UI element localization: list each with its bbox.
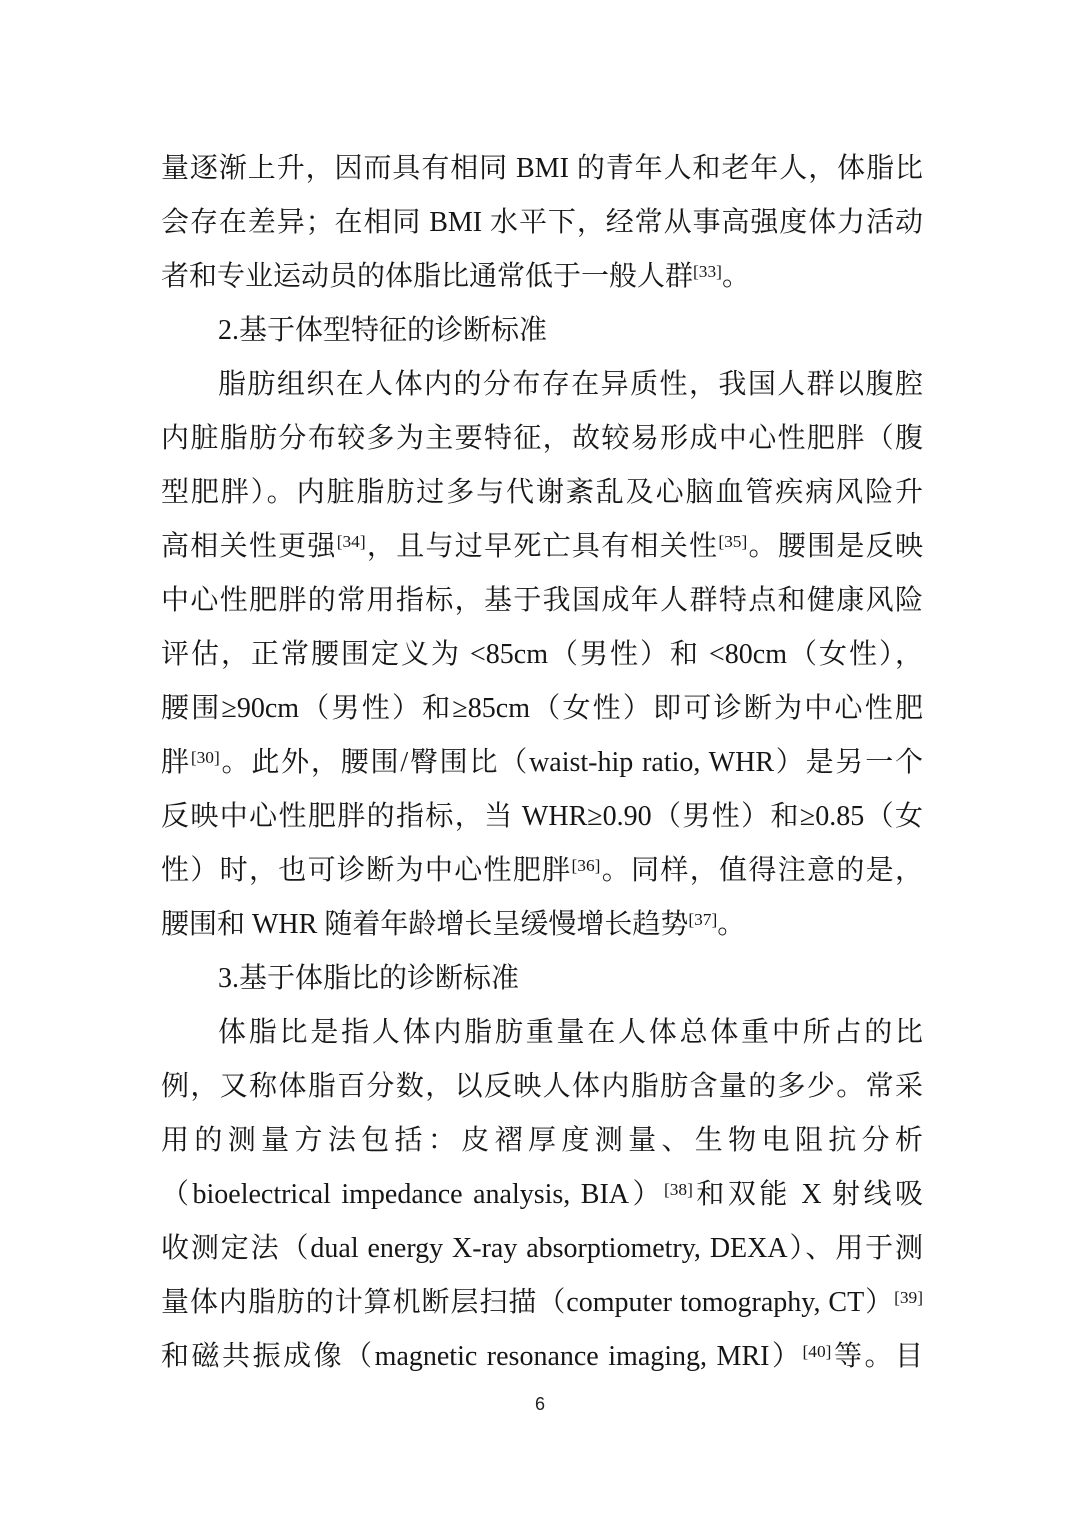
text-line [161,412,923,466]
citation-ref: [40] [802,1342,832,1362]
text-segment: 会存在差异；在相同 BMI 水平下，经常从事高强度体力活动 [161,207,923,238]
text-segment: 等。目 [831,1341,923,1372]
text-segment: 用的测量方法包括：皮褶厚度测量、生物电阻抗分析 [161,1125,923,1156]
text-segment: 评估，正常腰围定义为 <85cm（男性）和 <80cm（女性）， [161,639,923,670]
text-segment: 和双能 X 射线吸 [692,1179,923,1210]
text-line [161,1222,923,1276]
text-line [161,250,923,304]
text-segment: 。 [717,909,746,940]
citation-ref: [34] [336,532,366,552]
text-segment: 量体内脂肪的计算机断层扫描（computer tomography, CT） [161,1287,895,1318]
citation-ref: [37] [688,910,718,930]
text-line [161,898,923,952]
text-segment: 型肥胖）。内脏脂肪过多与代谢紊乱及心脑血管疾病风险升 [161,477,923,508]
text-line [161,304,923,358]
text-line [161,574,923,628]
text-line [161,790,923,844]
text-line [161,628,923,682]
text-line [161,520,923,574]
citation-ref: [38] [663,1180,693,1200]
text-segment: 体脂比是指人体内脂肪重量在人体总体重中所占的比 [218,1017,923,1048]
document-body [161,142,923,1384]
citation-ref: [33] [693,262,722,282]
text-segment: 2.基于体型特征的诊断标准 [218,315,548,346]
text-segment: 。 [721,261,750,292]
text-segment: 。此外，腰围/臀围比（waist-hip ratio, WHR）是另一个 [219,747,923,778]
text-line [161,466,923,520]
text-line [161,1276,923,1330]
text-segment: 量逐渐上升，因而具有相同 BMI 的青年人和老年人，体脂比 [161,153,923,184]
text-segment: 者和专业运动员的体脂比通常低于一般人群 [161,261,694,292]
text-segment: ，且与过早死亡具有相关性 [365,531,719,562]
text-segment: 收测定法（dual energy X-ray absorptiometry, DEXA）、用于测 [161,1233,923,1264]
text-line [161,1114,923,1168]
citation-ref: [35] [718,532,748,552]
citation-ref: [36] [571,856,601,876]
text-segment: 。同样，值得注意的是， [600,855,923,886]
text-line [161,142,923,196]
text-segment: 3.基于体脂比的诊断标准 [218,963,520,994]
text-line [161,736,923,790]
text-segment: （bioelectrical impedance analysis, BIA） [161,1179,664,1210]
text-line [161,1006,923,1060]
text-segment: 中心性肥胖的常用指标，基于我国成年人群特点和健康风险 [161,585,923,616]
text-segment: 性）时，也可诊断为中心性肥胖 [161,855,572,886]
text-segment: 腰围≥90cm（男性）和≥85cm（女性）即可诊断为中心性肥 [161,693,923,724]
citation-ref: [39] [894,1288,923,1308]
page-number: 6 [534,1394,545,1414]
text-segment: 高相关性更强 [161,531,337,562]
text-segment: 腰围和 WHR 随着年龄增长呈缓慢增长趋势 [161,909,689,940]
text-line [161,952,923,1006]
citation-ref: [30] [190,748,220,768]
text-line [161,844,923,898]
text-segment: 胖 [161,747,191,778]
text-line [161,358,923,412]
text-line [161,1330,923,1384]
text-segment: 内脏脂肪分布较多为主要特征，故较易形成中心性肥胖（腹 [161,423,923,454]
text-segment: 例，又称体脂百分数，以反映人体内脂肪含量的多少。常采 [161,1071,923,1102]
text-segment: 反映中心性肥胖的指标，当 WHR≥0.90（男性）和≥0.85（女 [161,801,923,832]
text-segment: 和磁共振成像（magnetic resonance imaging, MRI） [161,1341,803,1372]
text-line [161,196,923,250]
text-line [161,1060,923,1114]
text-segment: 。腰围是反映 [747,531,923,562]
text-line [161,682,923,736]
text-segment: 脂肪组织在人体内的分布存在异质性，我国人群以腹腔 [218,369,923,400]
text-line [161,1168,923,1222]
